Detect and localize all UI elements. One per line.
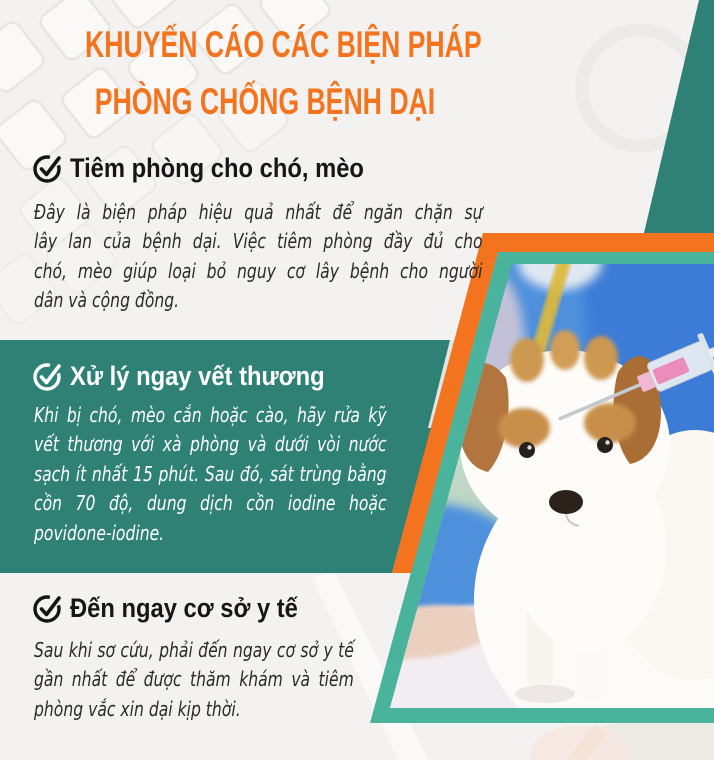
check-circle-icon xyxy=(32,359,66,393)
poster-title xyxy=(15,16,515,130)
section-body-vaccinate-pets: Đây là biện pháp hiệu quả nhất để ngăn chặn sự lây lan của bệnh dại. Việc tiêm phòng đầy đủ cho chó, mèo giúp loại bỏ nguy cơ lây bệnh cho người dân và cộng đồng. xyxy=(34,200,483,313)
section-heading-vaccinate-pets: Tiêm phòng cho chó, mèo xyxy=(70,153,364,183)
section-body-medical-facility: Sau khi sơ cứu, phải đến ngay cơ sở y tế gần nhất để được thăm khám và tiêm phòng vắc xin dại kịp thời. xyxy=(34,638,354,721)
poster-title-line-2: PHÒNG CHỐNG BỆNH DẠI xyxy=(94,81,436,122)
check-circle-icon xyxy=(32,591,66,625)
poster-title-line-1: KHUYẾN CÁO CÁC BIỆN PHÁP xyxy=(85,24,482,65)
section-heading-medical-facility: Đến ngay cơ sở y tế xyxy=(70,593,298,623)
check-circle-icon xyxy=(32,151,66,185)
section-body-treat-wound: Khi bị chó, mèo cắn hoặc cào, hãy rửa kỹ vết thương với xà phòng và dưới vòi nước sạch ít nhất 15 phút. Sau đó, sát trùng bằng cồn 70 độ, dung dịch cồn iodine hoặc povidone-iodine. xyxy=(34,403,387,545)
section-heading-treat-wound: Xử lý ngay vết thương xyxy=(70,361,325,391)
